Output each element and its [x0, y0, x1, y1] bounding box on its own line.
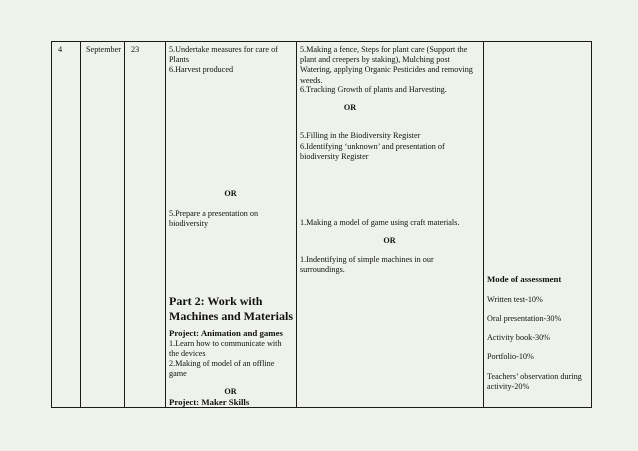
outcome-alt: 5.Prepare a presentation on biodiversity	[169, 209, 259, 229]
project-title-animation: Project: Animation and games	[169, 328, 283, 338]
assessment-item: Oral presentation-30%	[487, 314, 562, 323]
outcome-item-6: 6.Harvest produced	[169, 65, 234, 74]
outcome-item-5: 5.Undertake measures for care of Plants	[169, 45, 278, 65]
activity-6: 6.Tracking Growth of plants and Harvesting.	[300, 85, 447, 94]
row-number: 4	[58, 45, 63, 54]
project-item-1: 1.Learn how to communicate with the devices	[169, 339, 282, 359]
assessment-item: Activity book-30%	[487, 333, 550, 342]
activity-b5: 5.Filling in the Biodiversity Register	[300, 131, 421, 140]
activity-d1: 1.Indentifying of simple machines in our surroundings.	[300, 255, 434, 275]
assessment-item: Written test-10%	[487, 295, 543, 304]
assessment-heading: Mode of assessment	[487, 274, 562, 284]
part-title: Part 2: Work with Machines and Materials	[169, 294, 293, 323]
column-divider	[296, 42, 297, 407]
row-month: September	[86, 45, 122, 54]
column-divider	[124, 42, 125, 407]
project-item-2: 2.Making of model of an offline game	[169, 359, 275, 379]
activity-b6: 6.Identifying ‘unknown’ and presentation of biodiversity Register	[300, 142, 445, 162]
activity-or: OR	[343, 103, 357, 112]
outcome-or-2: OR	[224, 387, 237, 396]
activity-or-2: OR	[383, 236, 396, 245]
activity-5: 5.Making a fence, Steps for plant care (Support the plant and creepers by staking), Mulching post Watering, applying Organic Pesticides and removing weeds.	[300, 45, 473, 85]
assessment-item: Teachers’ observation during activity-20%	[487, 372, 582, 392]
column-divider	[165, 42, 166, 407]
project-title-maker: Project: Maker Skills	[169, 397, 250, 407]
row-week: 23	[131, 45, 140, 54]
column-divider	[80, 42, 81, 407]
outcome-or: OR	[224, 189, 237, 198]
column-divider	[483, 42, 484, 407]
activity-c1: 1.Making a model of game using craft materials.	[300, 218, 460, 227]
assessment-item: Portfolio-10%	[487, 352, 534, 361]
curriculum-table	[51, 41, 592, 408]
